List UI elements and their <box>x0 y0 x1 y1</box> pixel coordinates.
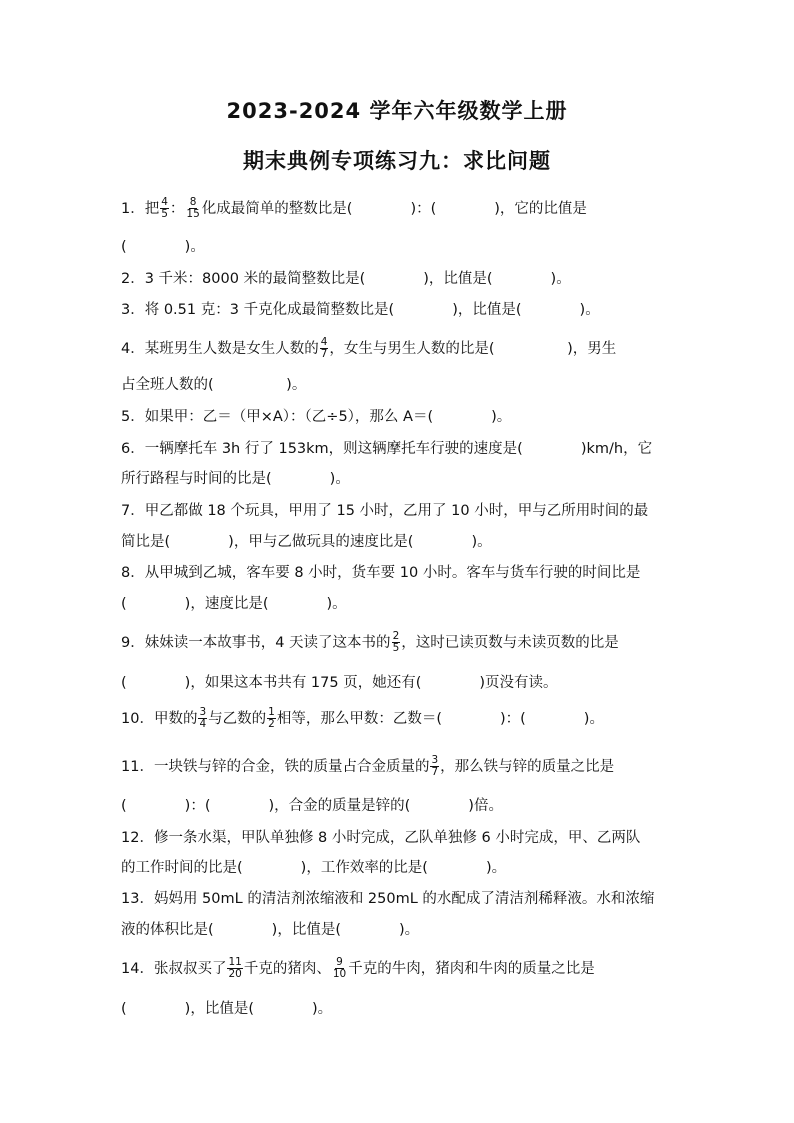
question-14: 14．张叔叔买了 $\frac{11}{20}$ 千克的猪肉、 $\frac{9}{10}$ 千克的牛肉，猪肉和牛肉的质量之比是 <box>121 955 595 980</box>
fraction: $\frac{3}{7}$ <box>431 753 439 778</box>
fraction: $\frac{1}{2}$ <box>268 705 275 730</box>
question-4: 4．某班男生人数是女生人数的 $\frac{4}{7}$ ，女生与男生人数的比是( )，男生 <box>121 335 617 360</box>
fraction: $\frac{3}{4}$ <box>199 705 207 730</box>
question-6-cont: 所行路程与时间的比是( )。 <box>121 471 350 487</box>
question-11: 11．一块铁与锌的合金，铁的质量占合金质量的 $\frac{3}{7}$ ，那么铁与锌的质量之比是 <box>121 753 615 778</box>
fraction: $\frac{8}{15}$ <box>186 195 200 220</box>
question-14-cont: ( )，比值是( )。 <box>121 1001 333 1017</box>
question-1: 1．把 $\frac{4}{5}$ ： $\frac{8}{15}$ 化成最简单的整数比是( )：( )，它的比值是 <box>121 195 587 220</box>
question-1-cont: ( )。 <box>121 239 205 255</box>
fraction: $\frac{2}{5}$ <box>392 629 400 654</box>
question-2: 2．3 千米：8000 米的最简整数比是( )，比值是( )。 <box>121 271 571 287</box>
question-3: 3．将 0.51 克：3 千克化成最简整数比是( )，比值是( )。 <box>121 302 600 318</box>
fraction: $\frac{4}{5}$ <box>161 195 168 220</box>
question-8: 8．从甲城到乙城，客车要 8 小时，货车要 10 小时。客车与货车行驶的时间比是 <box>121 565 641 581</box>
page-subtitle: 期末典例专项练习九：求比问题 <box>243 149 551 173</box>
fraction: $\frac{9}{10}$ <box>332 955 347 980</box>
question-13: 13．妈妈用 50mL 的清洁剂浓缩液和 250mL 的水配成了清洁剂稀释液。水和浓缩 <box>121 891 655 907</box>
question-13-cont: 液的体积比是( )，比值是( )。 <box>121 922 420 938</box>
question-7-cont: 简比是( )，甲与乙做玩具的速度比是( )。 <box>121 534 492 550</box>
question-8-cont: ( )，速度比是( )。 <box>121 596 347 612</box>
question-7: 7．甲乙都做 18 个玩具，甲用了 15 小时，乙用了 10 小时，甲与乙所用时间的最 <box>121 503 649 519</box>
question-11-cont: ( )：( )，合金的质量是锌的( )倍。 <box>121 798 503 814</box>
question-10: 10．甲数的 $\frac{3}{4}$ 与乙数的 $\frac{1}{2}$ 相等，那么甲数：乙数＝( )：( )。 <box>121 705 604 730</box>
fraction: $\frac{4}{7}$ <box>320 335 328 360</box>
question-5: 5．如果甲：乙＝（甲×A）：（乙÷5），那么 A＝( )。 <box>121 409 512 425</box>
question-12: 12．修一条水渠，甲队单独修 8 小时完成，乙队单独修 6 小时完成，甲、乙两队 <box>121 830 641 846</box>
question-12-cont: 的工作时间的比是( )，工作效率的比是( )。 <box>121 860 507 876</box>
question-9: 9．妹妹读一本故事书，4 天读了这本书的 $\frac{2}{5}$ ，这时已读页数与未读页数的比是 <box>121 629 619 654</box>
question-6: 6．一辆摩托车 3h 行了 153km，则这辆摩托车行驶的速度是( )km/h，它 <box>121 441 653 457</box>
page-title: 2023-2024 学年六年级数学上册 <box>226 99 568 123</box>
question-9-cont: ( )，如果这本书共有 175 页，她还有( )页没有读。 <box>121 675 558 691</box>
question-4-cont: 占全班人数的( )。 <box>121 377 307 393</box>
fraction: $\frac{11}{20}$ <box>228 955 242 980</box>
